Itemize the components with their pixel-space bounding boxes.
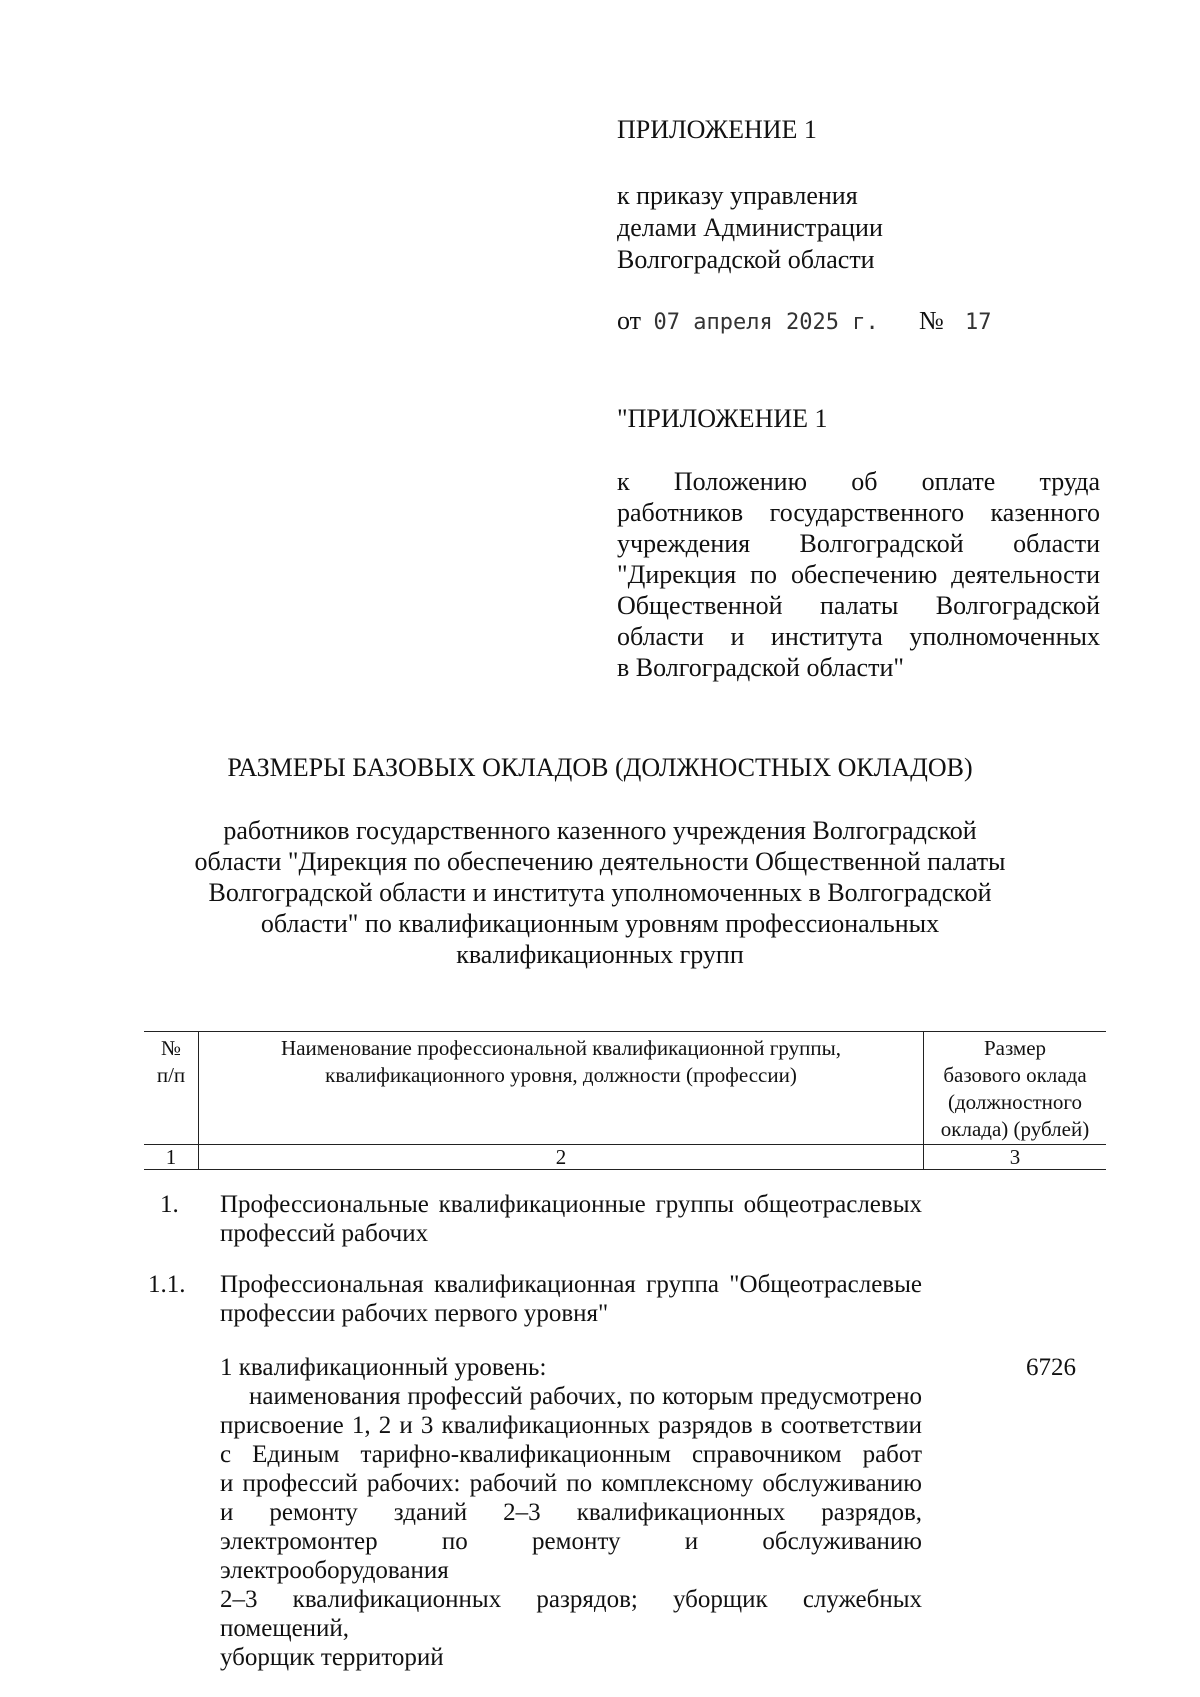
text-line: и профессий рабочих: рабочий по комплексному обслуживанию <box>220 1470 922 1497</box>
row-text <box>220 1190 922 1248</box>
subtitle-line: Волгоградской области и института уполномоченных в Волгоградской <box>208 878 992 907</box>
header-cell-salary <box>924 1032 1107 1145</box>
subtitle-line: квалификационных групп <box>456 940 744 969</box>
header-cell-text: квалификационного уровня, должности (профессии) <box>325 1063 797 1087</box>
text-line: Профессиональная квалификационная группа "Общеотраслевые <box>220 1271 922 1298</box>
column-number-row <box>144 1145 1106 1170</box>
header-cell-text: № <box>160 1036 182 1060</box>
text-line: с Единым тарифно-квалификационным справочником работ <box>220 1441 922 1468</box>
level-amount: 6726 <box>1026 1354 1076 1381</box>
text-line: и ремонту зданий 2–3 квалификационных разрядов, <box>220 1499 922 1526</box>
table-header-row <box>144 1032 1106 1145</box>
header-cell-text: Размер <box>983 1036 1047 1060</box>
order-number: 17 <box>965 310 992 335</box>
header-cell-text: (должностного <box>948 1090 1082 1114</box>
text-line: профессии рабочих первого уровня" <box>220 1300 609 1327</box>
subtitle-line: области "Дирекция по обеспечению деятельности Общественной палаты <box>194 847 1006 876</box>
date-value: 07 апреля 2025 г. <box>653 310 879 335</box>
header-cell-text: Наименование профессиональной квалификационной группы, <box>281 1036 841 1060</box>
text-line: учреждения Волгоградской области <box>617 529 1100 558</box>
document-subtitle <box>120 815 1080 970</box>
text-line: "Дирекция по обеспечению деятельности <box>617 560 1100 589</box>
header-cell-text: оклада) (рублей) <box>940 1117 1090 1141</box>
text-line: области и института уполномоченных <box>617 622 1100 651</box>
header-cell-text: базового оклада <box>943 1063 1087 1087</box>
order-reference <box>617 180 883 276</box>
header-cell-number <box>144 1032 199 1145</box>
number-sign: № <box>919 306 944 335</box>
row-text <box>220 1270 922 1328</box>
order-line: к приказу управления <box>617 181 858 210</box>
text-line: уборщик территорий <box>220 1644 444 1671</box>
appendix-title: ПРИЛОЖЕНИЕ 1 <box>617 115 817 144</box>
date-prefix: от <box>617 306 642 335</box>
text-line: 2–3 квалификационных разрядов; уборщик служебных помещений, <box>220 1586 922 1642</box>
order-line: Волгоградской области <box>617 245 875 274</box>
text-line: профессий рабочих <box>220 1220 429 1247</box>
row-number: 1. <box>160 1191 179 1218</box>
text-line: в Волгоградской области" <box>617 653 904 682</box>
header-cell-text: п/п <box>156 1063 186 1087</box>
text-line: Профессиональные квалификационные группы общеотраслевых <box>220 1191 922 1218</box>
level-title: 1 квалификационный уровень: <box>220 1354 547 1381</box>
salary-table-header <box>144 1031 1106 1170</box>
subtitle-line: области" по квалификационным уровням профессиональных <box>260 909 940 938</box>
column-number: 3 <box>924 1145 1107 1170</box>
text-line: наименования профессий рабочих, по которым предусмотрено <box>249 1383 922 1410</box>
header-cell-name <box>199 1032 924 1145</box>
text-line: электромонтер по ремонту и обслуживанию электрооборудования <box>220 1528 922 1584</box>
column-number: 2 <box>199 1145 924 1170</box>
column-number: 1 <box>144 1145 199 1170</box>
inner-appendix-text <box>617 466 1100 683</box>
text-line: работников государственного казенного <box>617 498 1100 527</box>
row-number: 1.1. <box>148 1271 186 1298</box>
text-line: присвоение 1, 2 и 3 квалификационных разрядов в соответствии <box>220 1412 922 1439</box>
text-line: к Положению об оплате труда <box>617 467 1100 496</box>
text-line: Общественной палаты Волгоградской <box>617 591 1100 620</box>
order-line: делами Администрации <box>617 213 883 242</box>
document-title: РАЗМЕРЫ БАЗОВЫХ ОКЛАДОВ (ДОЛЖНОСТНЫХ ОКЛАДОВ) <box>227 753 973 782</box>
level-description <box>220 1382 922 1672</box>
order-date-line <box>617 305 1017 338</box>
inner-appendix-title: "ПРИЛОЖЕНИЕ 1 <box>617 404 828 433</box>
subtitle-line: работников государственного казенного учреждения Волгоградской <box>223 816 977 845</box>
